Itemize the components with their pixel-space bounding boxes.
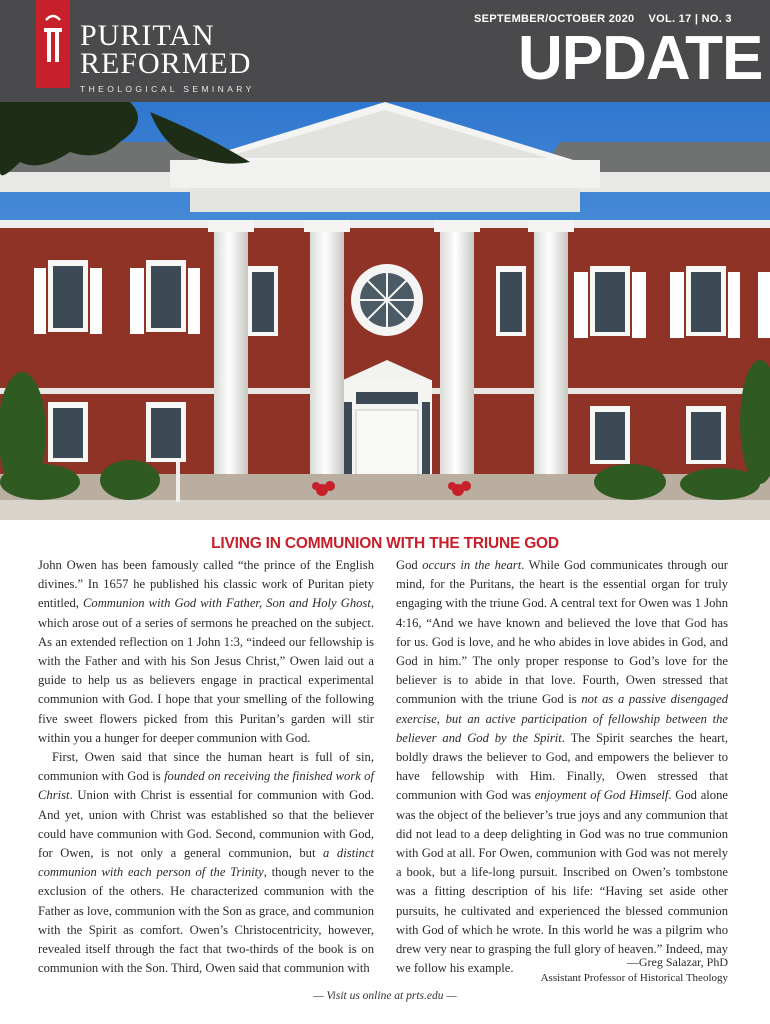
issue-date: SEPTEMBER/OCTOBER 2020	[474, 13, 635, 25]
website-footer[interactable]: — Visit us online at prts.edu —	[313, 990, 457, 1002]
logo-line-1: PURITAN	[80, 19, 215, 52]
seminary-logo-icon	[36, 0, 70, 88]
article-paragraph-1: John Owen has been famously called “the prince of the English divines.” In 1657 he published his classic work of Puritan piety entitled, Communion with God with Father, Son and Holy Ghost, which arose out of a series of sermons he preached on the subject. As an extended reflection on 1 John 1:3, “indeed our fellowship is with the Father and with his Son Jesus Christ,” Owen laid out a guide to help us as believers engage in practical experimental communion with God. I hope that your smelling of the following five sweet flowers picked from this Puritan’s garden will stir within you a hunger for deeper communion with God.	[38, 558, 374, 745]
author-title: Assistant Professor of Historical Theology	[540, 972, 728, 984]
author-name: —Greg Salazar, PhD	[626, 955, 728, 969]
issue-volume: VOL. 17 | NO. 3	[648, 13, 732, 25]
article-paragraph-2: First, Owen said that since the human heart is full of sin, communion with God is founded on receiving the finished work of Christ. Union with Christ is essential for communion with God. And yet, union with Christ was established so that the believer could have communion with God. Second, communion with God, for Owen, is not only a general communion, but a distinct communion with each person of the Trinity, though never to the exclusion of the others. He characterized communion with the Father as love, communion with the Son as grace, and communion with the Spirit as comfort. Owen’s Christocentricity, however, revealed itself through the fact that two-thirds of the book is on communion with the Son. Third, Owen said that communion with	[38, 750, 375, 976]
logo-line-2: REFORMED	[80, 47, 252, 80]
article-headline: LIVING IN COMMUNION WITH THE TRIUNE GOD	[211, 535, 559, 552]
book-title: Communion with God with Father, Son and Holy Ghost	[83, 596, 371, 611]
article-column-left	[38, 556, 374, 978]
logo-line-3: THEOLOGICAL SEMINARY	[80, 84, 255, 94]
article-paragraph-3: God occurs in the heart. While God communicates through our mind, for the Puritans, the heart is the essential organ for truly engaging with the triune God. A central text for Owen was 1 John 4:16, “And we have known and believed the love that God has for us. God is love, and he who abides in love abides in God, and God in him.” The only proper response to God’s love for the believer is to abide in that love. Fourth, Owen stressed that communion with the triune God is not as a passive disengaged exercise, but an active participation of fellowship between the believer and God by the Spirit. The Spirit searches the heart, boldly draws the believer to God, and empowers the believer to have fellowship with Him. Finally, Owen stressed that communion with God was enjoyment of God Himself. God alone was the object of the believer’s true joys and any communion that did not lead to a deep delighting in God was no true communion with God at all. For Owen, communion with God was not merely a book, but a life-long pursuit. Inscribed on Owen’s tombstone was a fitting description of his life: “Having set aside other pursuits, he cultivated and experienced the blessed communion with God of which he wrote. In this world he was a pilgrim who drew very near to grasping the full glory of heaven.” Indeed, may we follow his example.	[396, 558, 729, 976]
masthead	[0, 0, 770, 102]
publication-title: UPDATE	[518, 24, 763, 93]
seminary-logo-text	[80, 19, 255, 94]
seminary-building-photo	[0, 102, 770, 520]
article-column-right	[396, 556, 728, 978]
